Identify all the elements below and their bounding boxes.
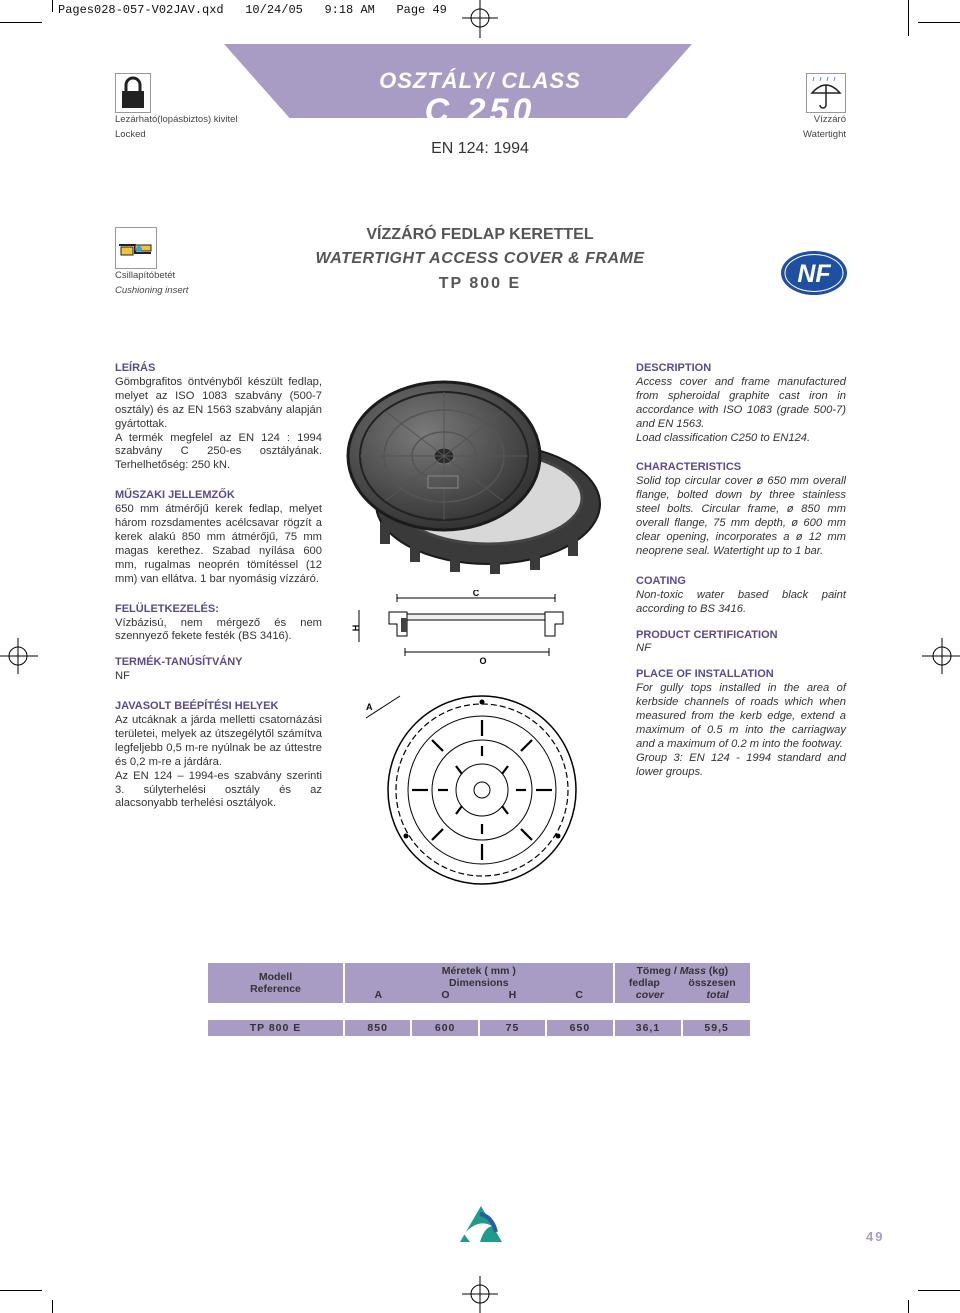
registration-mark-bottom [460, 1274, 500, 1313]
spec-table [206, 963, 752, 1036]
table-header-model-en: Reference [250, 983, 301, 995]
table-header-mass-hu: Tömeg / [636, 965, 677, 977]
crop-mark [0, 1290, 42, 1291]
hu-description-text: Gömbgrafitos öntvényből készült fedlap, melyet az ISO 1083 szabvány (500-7 osztály) és az EN 1563 szabvány alapján gyártottak. [115, 375, 322, 430]
table-header-dim-a: A [374, 989, 383, 1001]
crop-mark [918, 1290, 960, 1291]
cushion-label [115, 268, 275, 298]
registration-mark-right [920, 636, 960, 676]
table-header-fedlap: fedlap [628, 977, 660, 989]
table-cell-total-mass: 59,5 [683, 1020, 750, 1036]
crop-mark [908, 0, 909, 36]
en-certification-text: NF [636, 642, 651, 655]
en-coating-text: Non-toxic water based black paint according to BS 3416. [636, 588, 846, 615]
crop-mark [918, 22, 960, 23]
en-installation-text: For gully tops installed in the area of kerbside channels of roads which when measured from the kerb edge, extend a maximum of 0.5 m into the carriagway and a maximum of 0.2 m into the footway. [636, 682, 846, 750]
table-header-mass [615, 963, 750, 1003]
table-cell-cover-mass: 36,1 [615, 1020, 682, 1036]
plan-drawing [352, 690, 592, 886]
product-model: TP 800 E [438, 275, 522, 292]
dimension-h-label: H [351, 624, 361, 632]
hu-description-text-2: A termék megfelel az EN 124 : 1994 szabvány C 250-es osztályának. Terhelhetőség: 250 kN. [115, 431, 322, 472]
en-installation-text-2: Group 3: EN 124 - 1994 standard and lower groups. [636, 751, 846, 778]
crop-mark [52, 0, 53, 12]
en-characteristics-text: Solid top circular cover ø 650 mm overall flange, bolted down by three stainless steel bolts. Circular frame, ø 850 mm overall flange, 75 mm depth, ø 600 mm clear opening, incorporates a ø 12 mm neoprene seal. Watertight up to 1 bar. [636, 475, 846, 557]
en-description-heading: DESCRIPTION [636, 362, 712, 374]
company-logo [458, 1204, 504, 1244]
class-number: C 250 [424, 92, 536, 130]
cushion-label-hu: Csillapítóbetét [115, 270, 176, 281]
table-header-total: total [706, 989, 729, 1001]
lock-icon [115, 73, 151, 113]
section-drawing [345, 590, 585, 670]
crop-mark [908, 1300, 909, 1313]
table-cell-a: 850 [345, 1020, 410, 1036]
hu-coating-heading: FELÜLETKEZELÉS: [115, 602, 219, 615]
cushion-insert-icon [115, 227, 157, 269]
watertight-label-hu: Vízzáró [813, 114, 846, 125]
hu-characteristics-text: 650 mm átmérőjű kerek fedlap, melyet három rozsdamentes acélcsavar rögzít a kerek alakú 850 mm átmérőjű, 75 mm magas kerethez. Szabad nyílása 600 mm, rugalmas neoprén tömítéssel (12 mm) van ellátva. 1 bar nyomásig vízzáró. [115, 503, 322, 585]
table-header-dim-c: C [575, 989, 584, 1001]
table-header-osszesen: összesen [688, 977, 736, 989]
table-cell-c: 650 [547, 1020, 612, 1036]
table-cell-model: TP 800 E [208, 1020, 343, 1036]
watertight-label [760, 112, 846, 142]
hungarian-text-column [115, 362, 322, 821]
product-title-en: WATERTIGHT ACCESS COVER & FRAME [315, 250, 645, 267]
locked-label-en: Locked [115, 129, 146, 140]
crop-mark [52, 1300, 53, 1313]
hu-coating-text: Vízbázisú, nem mérgező és nem szennyező fekete festék (BS 3416). [115, 616, 322, 643]
table-cell-o: 600 [412, 1020, 477, 1036]
hu-installation-heading: JAVASOLT BEÉPÍTÉSI HELYEK [115, 700, 279, 713]
hu-certification-text: NF [115, 670, 130, 683]
class-title: OSZTÁLY/ CLASS [379, 68, 581, 93]
table-header-mass-unit: (kg) [708, 965, 729, 977]
table-header-dimensions-en: Dimensions [449, 977, 509, 989]
registration-mark-left [0, 636, 40, 676]
en-coating-heading: COATING [636, 574, 686, 587]
table-header-mass-en: Mass [679, 965, 706, 977]
table-header-dimensions [345, 963, 613, 1003]
dimension-c-label: C [472, 590, 480, 598]
dimension-a-label: A [366, 702, 373, 712]
dimension-o-label: O [479, 656, 487, 666]
table-header-model [208, 963, 343, 1003]
table-header-dim-h: H [508, 989, 517, 1001]
table-header-dimensions-hu: Méretek ( mm ) [441, 965, 516, 977]
hu-description-heading: LEÍRÁS [115, 362, 156, 374]
crop-mark [0, 22, 42, 23]
product-title-hu: VÍZZÁRÓ FEDLAP KERETTEL [366, 226, 594, 243]
table-header-cover: cover [635, 989, 664, 1001]
hu-installation-text: Az utcáknak a járda melletti csatornázási területei, melyek az útszegélytől számítva legfeljebb 0,5 m-re nyúlnak be az úttestre és 0,2 m-re a járdára. [115, 714, 322, 768]
english-text-column [636, 362, 846, 790]
print-slug: Pages028-057-V02JAV.qxd 10/24/05 9:18 AM Page 49 [58, 3, 447, 17]
page-number: 49 [866, 1229, 885, 1244]
en-characteristics-heading: CHARACTERISTICS [636, 461, 742, 474]
table-header-dim-o: O [441, 989, 450, 1001]
watertight-label-en: Watertight [803, 129, 846, 140]
en-description-text: Access cover and frame manufactured from spheroidal graphite cast iron in accordance with ISO 1083 (grade 500-7) and EN 1563. [636, 375, 846, 430]
locked-label [115, 112, 275, 142]
en-description-text-2: Load classification C250 to EN124. [636, 431, 811, 444]
nf-logo-text: NF [797, 260, 831, 288]
umbrella-icon [806, 73, 846, 113]
en-certification-heading: PRODUCT CERTIFICATION [636, 628, 778, 641]
registration-mark-top [460, 0, 500, 40]
standard-label: EN 124: 1994 [431, 140, 529, 157]
cushion-label-en: Cushioning insert [115, 285, 189, 296]
hu-installation-text-2: Az EN 124 – 1994-es szabvány szerinti 3. súlyterhelési osztály és az alacsonyabb terhelési osztályok. [115, 769, 322, 810]
en-installation-heading: PLACE OF INSTALLATION [636, 668, 774, 681]
nf-logo [780, 250, 848, 296]
hu-characteristics-heading: MŰSZAKI JELLEMZŐK [115, 489, 235, 502]
locked-label-hu: Lezárható(lopásbiztos) kivitel [115, 114, 238, 125]
table-cell-h: 75 [480, 1020, 545, 1036]
table-header-model-hu: Modell [258, 971, 293, 983]
hu-certification-heading: TERMÉK-TANÚSÍTVÁNY [115, 656, 243, 669]
product-photo [340, 372, 610, 587]
